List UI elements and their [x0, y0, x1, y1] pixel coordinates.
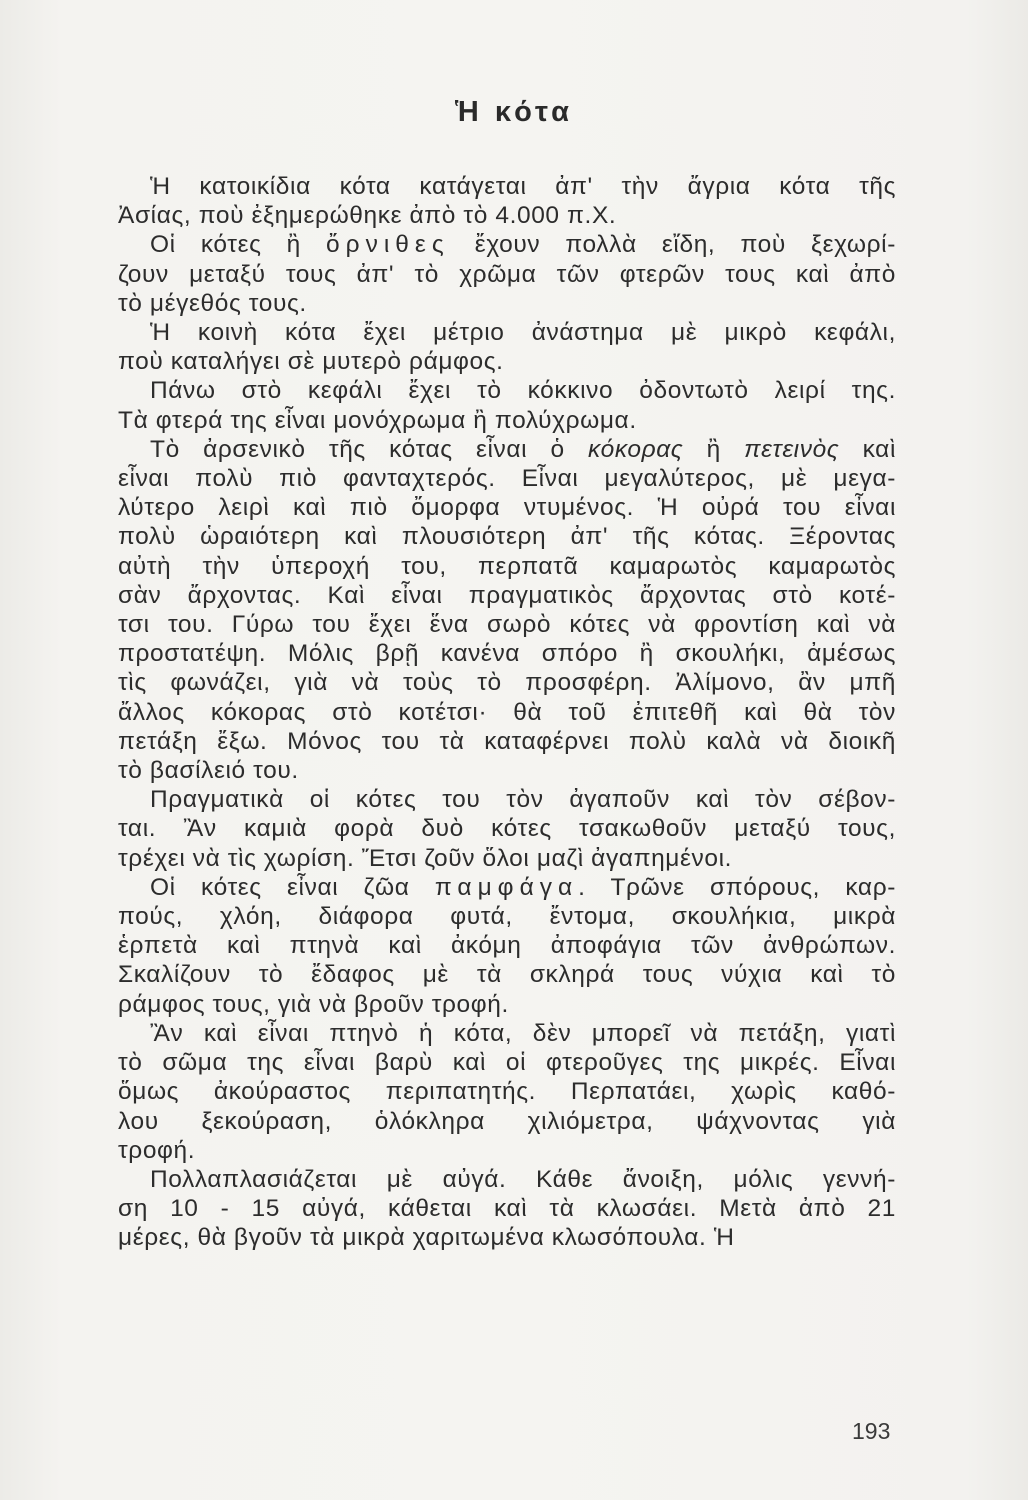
text-run: λύτερο λειρὶ καὶ πιὸ ὄμορφα ντυμένος. Ἡ οὐρά του εἶναι	[118, 494, 896, 522]
text-run: ἑρπετὰ καὶ πτηνὰ καὶ ἀκόμη ἀποφάγια τῶν ἀνθρώπων.	[118, 932, 896, 960]
paragraph	[118, 435, 896, 785]
text-run: Τὸ ἀρσενικὸ τῆς κότας εἶναι ὁ	[150, 435, 589, 463]
paragraph	[118, 1165, 896, 1253]
text-line	[118, 289, 896, 318]
body-text	[118, 172, 896, 1253]
text-run: προστατέψη. Μόλις βρῇ κανένα σπόρο ἢ σκουλήκι, ἀμέσως	[118, 640, 896, 668]
text-line	[118, 960, 896, 989]
text-line	[118, 347, 896, 376]
text-line	[118, 581, 896, 610]
text-run: πούς, χλόη, διάφορα φυτά, ἔντομα, σκουλήκια, μικρὰ	[118, 903, 896, 931]
text-line	[118, 931, 896, 960]
text-run: κόκορας	[588, 435, 684, 463]
text-line	[118, 639, 896, 668]
text-run: καὶ	[839, 435, 896, 463]
text-run: ὅμως ἀκούραστος περιπατητής. Περπατάει, χωρὶς καθό-	[118, 1078, 896, 1106]
paragraph	[118, 230, 896, 318]
page-number: 193	[852, 1418, 891, 1444]
text-run: εἶναι πολὺ πιὸ φανταχτερός. Εἶναι μεγαλύτερος, μὲ μεγα-	[118, 465, 896, 493]
text-line	[118, 260, 896, 289]
text-line	[118, 668, 896, 697]
text-line	[118, 1107, 896, 1136]
text-run: πετεινὸς	[744, 435, 840, 463]
text-run: Οἱ κότες ἢ	[150, 231, 327, 259]
text-line	[118, 1048, 896, 1077]
text-run: Σκαλίζουν τὸ ἔδαφος μὲ τὰ σκληρά τους νύχια καὶ τὸ	[118, 961, 896, 989]
text-run: Ἂν καὶ εἶναι πτηνὸ ἡ κότα, δὲν μπορεῖ νὰ πετάξη, γιατὶ	[150, 1019, 896, 1047]
paragraph	[118, 873, 896, 1019]
text-run: Ἡ κατοικίδια κότα κατάγεται ἀπ' τὴν ἄγρια κότα τῆς	[150, 173, 896, 200]
text-run: μέρες, θὰ βγοῦν τὰ μικρὰ χαριτωμένα κλωσόπουλα. Ἡ	[118, 1224, 735, 1252]
text-line	[118, 610, 896, 639]
text-run: ται. Ἂν καμιὰ φορὰ δυὸ κότες τσακωθοῦν μεταξύ τους,	[118, 815, 896, 843]
paragraph	[118, 1019, 896, 1165]
text-run: ράμφος τους, γιὰ νὰ βροῦν τροφή.	[118, 990, 509, 1018]
text-line	[118, 1223, 896, 1252]
text-run: αὐτὴ τὴν ὑπεροχή του, περπατᾶ καμαρωτὸς καμαρωτὸς	[118, 552, 896, 580]
text-run: πολὺ ὡραιότερη καὶ πλουσιότερη ἀπ' τῆς κότας. Ξέροντας	[118, 523, 896, 551]
text-run: τρέχει νὰ τὶς χωρίση. Ἔτσι ζοῦν ὅλοι μαζὶ ἀγαπημένοι.	[118, 844, 733, 872]
text-line	[118, 552, 896, 581]
text-line	[118, 172, 896, 201]
text-line	[118, 727, 896, 756]
text-run: τὶς φωνάζει, γιὰ νὰ τοὺς τὸ προσφέρη. Ἀλίμονο, ἂν μπῆ	[118, 669, 896, 697]
text-run: Τὰ φτερά της εἶναι μονόχρωμα ἢ πολύχρωμα.	[118, 406, 637, 434]
text-line	[118, 902, 896, 931]
text-run: ζουν μεταξύ τους ἀπ' τὸ χρῶμα τῶν φτερῶν τους καὶ ἀπὸ	[118, 260, 896, 288]
text-line	[118, 230, 896, 259]
text-line	[118, 1136, 896, 1165]
text-line	[118, 1019, 896, 1048]
text-run: . Τρῶνε σπόρους, καρ-	[578, 873, 896, 901]
text-run: παμφάγα	[434, 873, 579, 901]
page-title: Ἡ κότα	[455, 96, 573, 128]
text-run: ἄλλος κόκορας στὸ κοτέτσι· θὰ τοῦ ἐπιτεθῆ καὶ θὰ τὸν	[118, 698, 896, 726]
text-run: τὸ σῶμα της εἶναι βαρὺ καὶ οἱ φτεροῦγες της μικρές. Εἶναι	[118, 1049, 896, 1077]
text-run: Πάνω στὸ κεφάλι ἔχει τὸ κόκκινο ὀδοντωτὸ λειρί της.	[150, 377, 896, 405]
paragraph	[118, 318, 896, 376]
text-run: ποὺ καταλήγει σὲ μυτερὸ ράμφος.	[118, 348, 504, 376]
text-line	[118, 698, 896, 727]
text-line	[118, 493, 896, 522]
text-run: Ἀσίας, ποὺ ἐξημερώθηκε ἀπὸ τὸ 4.000 π.Χ.	[118, 202, 617, 230]
text-run: Πολλαπλασιάζεται μὲ αὐγά. Κάθε ἄνοιξη, μόλις γεννή-	[150, 1165, 896, 1193]
text-line	[118, 990, 896, 1019]
text-run: ἢ	[683, 435, 745, 463]
paragraph	[118, 376, 896, 434]
text-run: σὰν ἄρχοντας. Καὶ εἶναι πραγματικὸς ἄρχοντας στὸ κοτέ-	[118, 581, 896, 609]
text-run: τσι του. Γύρω του ἔχει ἕνα σωρὸ κότες νὰ φροντίση καὶ νὰ	[118, 611, 896, 639]
text-line	[118, 522, 896, 551]
text-run: τὸ μέγεθός τους.	[118, 289, 307, 317]
paragraph	[118, 172, 896, 230]
text-line	[118, 201, 896, 230]
text-line	[118, 376, 896, 405]
text-run: Πραγματικὰ οἱ κότες του τὸν ἀγαποῦν καὶ τὸν σέβον-	[150, 786, 896, 814]
text-line	[118, 435, 896, 464]
text-line	[118, 756, 896, 785]
text-line	[118, 464, 896, 493]
text-line	[118, 785, 896, 814]
text-line	[118, 873, 896, 902]
paragraph	[118, 785, 896, 873]
text-line	[118, 1194, 896, 1223]
text-run: πετάξη ἔξω. Μόνος του τὰ καταφέρνει πολὺ καλὰ νὰ διοικῆ	[118, 727, 896, 755]
text-run: ἔχουν πολλὰ εἴδη, ποὺ ξεχωρί-	[449, 231, 896, 259]
text-line	[118, 318, 896, 347]
text-run: ση 10 - 15 αὐγά, κάθεται καὶ τὰ κλωσάει. Μετὰ ἀπὸ 21	[118, 1195, 896, 1223]
text-run: Ἡ κοινὴ κότα ἔχει μέτριο ἀνάστημα μὲ μικρὸ κεφάλι,	[150, 319, 896, 347]
text-run: λου ξεκούραση, ὁλόκληρα χιλιόμετρα, ψάχνοντας γιὰ	[118, 1107, 896, 1135]
text-line	[118, 844, 896, 873]
text-run: Οἱ κότες εἶναι ζῶα	[150, 873, 435, 901]
text-run: τροφή.	[118, 1136, 196, 1164]
text-line	[118, 1165, 896, 1194]
text-line	[118, 406, 896, 435]
text-run: ὄρνιθες	[326, 231, 450, 259]
text-line	[118, 1077, 896, 1106]
text-run: τὸ βασίλειό του.	[118, 757, 299, 785]
text-line	[118, 814, 896, 843]
